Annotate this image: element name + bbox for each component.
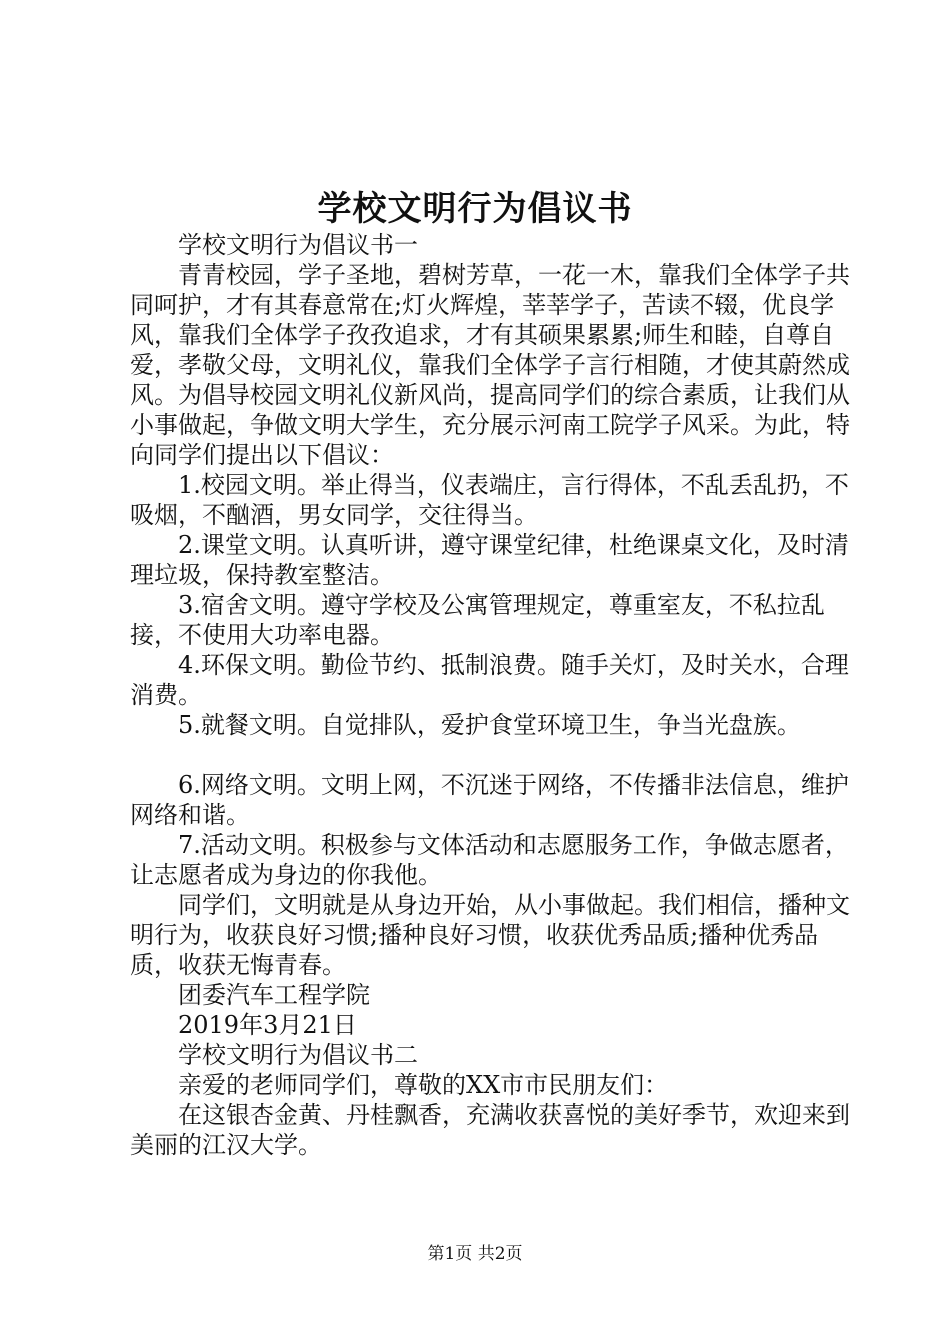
document-body bbox=[130, 230, 850, 1160]
welcome-paragraph: 在这银杏金黄、丹桂飘香，充满收获喜悦的美好季节，欢迎来到美丽的江汉大学。 bbox=[130, 1101, 850, 1159]
proposal-item-6: 6.网络文明。文明上网，不沉迷于网络，不传播非法信息，维护网络和谐。 bbox=[130, 771, 849, 829]
signature-date: 2019年3月21日 bbox=[178, 1011, 357, 1039]
proposal-item-1: 1.校园文明。举止得当，仪表端庄，言行得体，不乱丢乱扔，不吸烟，不酗酒，男女同学，交往得当。 bbox=[130, 471, 849, 529]
closing-paragraph: 同学们，文明就是从身边开始，从小事做起。我们相信，播种文明行为，收获良好习惯;播种良好习惯，收获优秀品质;播种优秀品质，收获无悔青春。 bbox=[130, 891, 850, 979]
proposal-item-7: 7.活动文明。积极参与文体活动和志愿服务工作，争做志愿者，让志愿者成为身边的你我他。 bbox=[130, 831, 849, 889]
intro-paragraph: 青青校园，学子圣地，碧树芳草，一花一木，靠我们全体学子共同呵护，才有其春意常在;灯火辉煌，莘莘学子，苦读不辍，优良学风，靠我们全体学子孜孜追求，才有其硕果累累;师生和睦，自尊自爱，孝敬父母，文明礼仪，靠我们全体学子言行相随，才使其蔚然成风。为倡导校园文明礼仪新风尚，提高同学们的综合素质，让我们从小事做起，争做文明大学生，充分展示河南工院学子风采。为此，特向同学们提出以下倡议： bbox=[130, 261, 850, 469]
salutation: 亲爱的老师同学们，尊敬的XX市市民朋友们： bbox=[178, 1071, 669, 1099]
proposal-item-2: 2.课堂文明。认真听讲，遵守课堂纪律，杜绝课桌文化，及时清理垃圾，保持教室整洁。 bbox=[130, 531, 849, 589]
proposal-item-3: 3.宿舍文明。遵守学校及公寓管理规定，尊重室友，不私拉乱接，不使用大功率电器。 bbox=[130, 591, 825, 649]
document-title: 学校文明行为倡议书 bbox=[317, 189, 633, 229]
section-heading-2: 学校文明行为倡议书二 bbox=[178, 1041, 418, 1069]
signature-organization: 团委汽车工程学院 bbox=[178, 981, 370, 1009]
proposal-item-5: 5.就餐文明。自觉排队，爱护食堂环境卫生，争当光盘族。 bbox=[178, 711, 801, 739]
page-number: 第1页 共2页 bbox=[427, 1244, 523, 1264]
proposal-item-4: 4.环保文明。勤俭节约、抵制浪费。随手关灯，及时关水，合理消费。 bbox=[130, 651, 849, 709]
section-heading-1: 学校文明行为倡议书一 bbox=[178, 231, 418, 259]
